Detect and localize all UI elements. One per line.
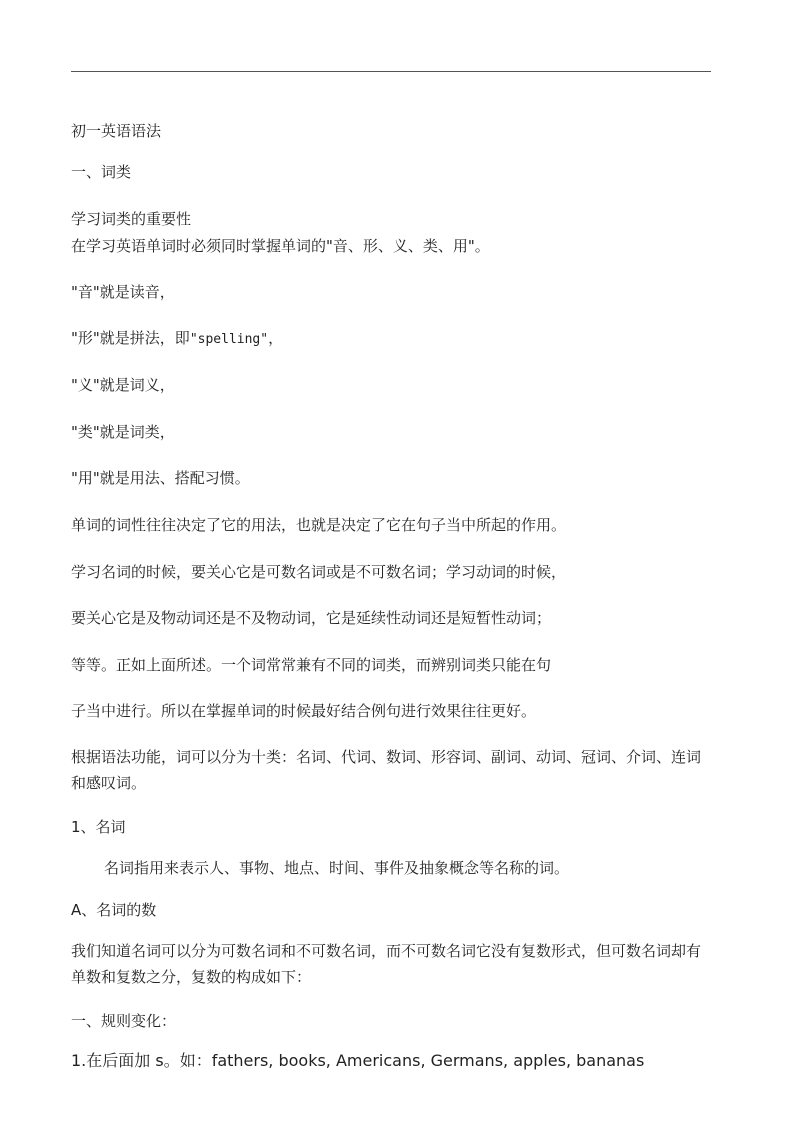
intro-line: 在学习英语单词时必须同时掌握单词的"音、形、义、类、用"。 bbox=[71, 237, 490, 255]
header-rule bbox=[71, 71, 711, 72]
list-item-sound: "音"就是读音， bbox=[71, 283, 175, 301]
form-term: "spelling" bbox=[189, 332, 269, 347]
list-item-class: "类"就是词类， bbox=[71, 423, 175, 441]
list-item-form bbox=[71, 328, 283, 350]
subheading-importance: 学习词类的重要性 bbox=[71, 210, 192, 228]
paragraph-word-classes-list: 根据语法功能，词可以分为十类：名词、代词、数词、形容词、副词、动词、冠词、介词、连词和感叹词。 bbox=[71, 748, 702, 792]
noun-heading: 1、名词 bbox=[71, 818, 126, 836]
regular-change-heading: 一、规则变化： bbox=[71, 1012, 177, 1030]
paragraph-5: 子当中进行。所以在掌握单词的时候最好结合例句进行效果往往更好。 bbox=[71, 702, 537, 720]
section-heading-word-classes: 一、词类 bbox=[71, 163, 132, 181]
paragraph-1: 单词的词性往往决定了它的用法，也就是决定了它在句子当中所起的作用。 bbox=[71, 516, 567, 534]
rule-1: 1.在后面加 s。如：fathers, books, Americans, Germans, apples, bananas bbox=[71, 1051, 645, 1070]
noun-definition: 名词指用来表示人、事物、地点、时间、事件及抽象概念等名称的词。 bbox=[104, 859, 570, 877]
list-item-usage: "用"就是用法、搭配习惯。 bbox=[71, 469, 250, 487]
paragraph-2: 学习名词的时候，要关心它是可数名词或是不可数名词；学习动词的时候， bbox=[71, 563, 567, 581]
noun-number-paragraph: 我们知道名词可以分为可数名词和不可数名词，而不可数名词它没有复数形式，但可数名词却有单数和复数之分，复数的构成如下： bbox=[71, 942, 702, 986]
list-item-meaning: "义"就是词义， bbox=[71, 376, 175, 394]
page-title: 初一英语语法 bbox=[71, 122, 162, 140]
form-suffix: ， bbox=[268, 329, 284, 347]
paragraph-4: 等等。正如上面所述。一个词常常兼有不同的词类，而辨别词类只能在句 bbox=[71, 656, 552, 674]
paragraph-3: 要关心它是及物动词还是不及物动词，它是延续性动词还是短暂性动词； bbox=[71, 609, 552, 627]
noun-number-heading: A、名词的数 bbox=[71, 901, 157, 919]
form-prefix: "形"就是拼法，即 bbox=[71, 329, 190, 347]
